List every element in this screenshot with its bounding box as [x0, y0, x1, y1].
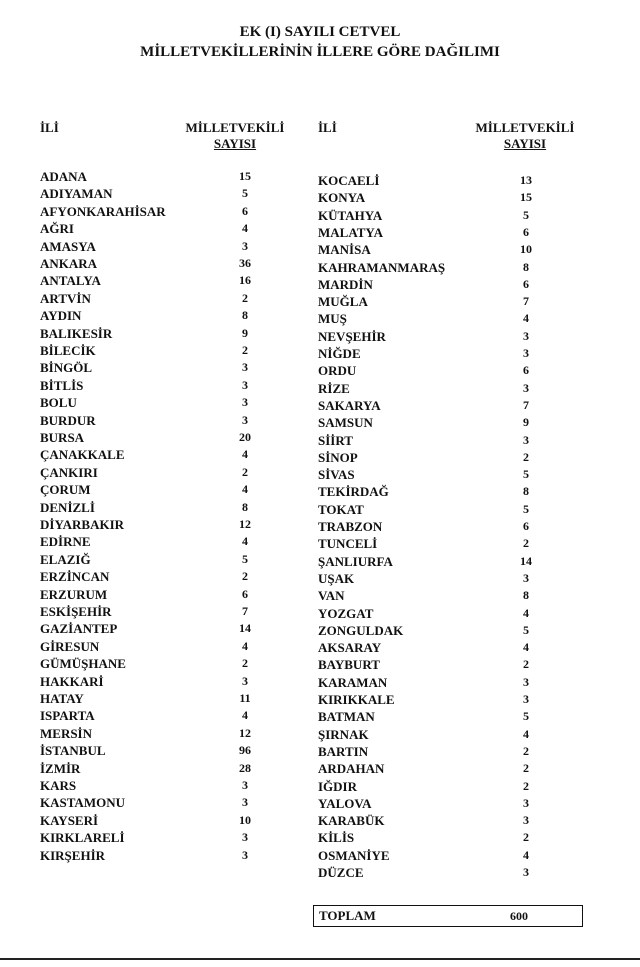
- province-name: AĞRI: [40, 221, 74, 237]
- deputy-count: 5: [523, 501, 529, 516]
- deputy-count: 8: [523, 259, 529, 274]
- province-name: DÜZCE: [318, 865, 364, 880]
- deputy-count: 3: [523, 328, 529, 343]
- province-name: KASTAMONU: [40, 795, 125, 811]
- deputy-count: 10: [520, 242, 532, 257]
- province-name: ORDU: [318, 363, 357, 379]
- province-name: SİNOP: [318, 449, 358, 465]
- deputy-count: 3: [242, 778, 248, 792]
- deputy-count: 13: [520, 173, 532, 187]
- deputy-count: 3: [523, 346, 529, 360]
- deputy-count: 3: [523, 795, 529, 810]
- table-row: [40, 203, 340, 220]
- table-row: [40, 412, 340, 429]
- deputy-count: 3: [242, 377, 248, 392]
- province-name: DİYARBAKIR: [40, 517, 125, 532]
- table-row: [40, 742, 340, 759]
- left-count-header-line1: MİLLETVEKİLİ: [185, 120, 285, 135]
- deputy-count: 2: [523, 449, 529, 464]
- table-row: [318, 656, 618, 673]
- province-name: ERZURUM: [40, 586, 108, 602]
- table-row: [318, 639, 618, 656]
- province-name: RİZE: [318, 380, 350, 396]
- province-name: KÜTAHYA: [318, 207, 383, 223]
- deputy-count: 14: [239, 621, 251, 636]
- right-count-header: [470, 120, 580, 152]
- table-row: [40, 620, 340, 637]
- deputy-count: 6: [523, 276, 529, 291]
- table-row: [40, 533, 340, 550]
- province-name: KAYSERİ: [40, 812, 99, 828]
- deputy-count: 4: [242, 482, 248, 497]
- table-row: [318, 241, 618, 258]
- province-name: DENİZLİ: [40, 499, 95, 515]
- province-name: KARABÜK: [318, 813, 385, 829]
- table-row: [40, 394, 340, 411]
- table-row: [318, 293, 618, 310]
- table-row: [40, 325, 340, 342]
- deputy-count: 7: [523, 294, 529, 309]
- deputy-count: 4: [523, 605, 529, 620]
- table-row: [40, 342, 340, 359]
- deputy-count: 3: [523, 692, 529, 706]
- deputy-count: 2: [523, 830, 529, 845]
- province-name: ARDAHAN: [318, 761, 385, 777]
- deputy-count: 7: [523, 397, 529, 412]
- left-count-header: [180, 120, 290, 152]
- province-name: TUNCELİ: [318, 536, 378, 552]
- province-name: KIRKLARELİ: [40, 830, 125, 846]
- table-row: [318, 432, 618, 449]
- table-row: [318, 172, 618, 189]
- province-name: BİNGÖL: [40, 360, 93, 376]
- table-row: [318, 397, 618, 414]
- deputy-count: 5: [523, 207, 529, 222]
- province-name: GÜMÜŞHANE: [40, 656, 126, 672]
- table-row: [40, 446, 340, 463]
- table-row: [40, 638, 340, 655]
- deputy-count: 3: [242, 830, 248, 845]
- province-name: BİLECİK: [40, 343, 96, 358]
- province-name: UŞAK: [318, 570, 355, 586]
- province-name: BARTIN: [318, 743, 369, 759]
- deputy-count: 4: [523, 847, 529, 862]
- table-row: [318, 708, 618, 725]
- deputy-count: 5: [523, 622, 529, 637]
- province-name: KONYA: [318, 190, 366, 206]
- right-count-header-line1: MİLLETVEKİLİ: [475, 120, 575, 135]
- document-subtitle: MİLLETVEKİLLERİNİN İLLERE GÖRE DAĞILIMI: [140, 44, 500, 60]
- table-row: [40, 255, 340, 272]
- deputy-count: 6: [242, 203, 248, 218]
- province-name: ERZİNCAN: [40, 569, 110, 585]
- province-name: BOLU: [40, 395, 77, 411]
- province-name: SAKARYA: [318, 397, 381, 413]
- province-name: GAZİANTEP: [40, 621, 118, 637]
- province-name: KARS: [40, 778, 77, 793]
- deputy-count: 2: [523, 778, 529, 793]
- deputy-count: 2: [242, 569, 248, 584]
- deputy-count: 3: [523, 380, 529, 395]
- table-row: [40, 586, 340, 603]
- deputy-count: 3: [523, 865, 529, 879]
- deputy-count: 2: [242, 343, 248, 357]
- table-row: [318, 276, 618, 293]
- table-row: [318, 259, 618, 276]
- deputy-count: 2: [242, 290, 248, 305]
- deputy-count: 28: [239, 760, 251, 775]
- deputy-count: 5: [523, 709, 529, 724]
- province-name: ÇANAKKALE: [40, 447, 125, 463]
- province-name: NEVŞEHİR: [318, 328, 386, 344]
- total-row: [313, 905, 583, 927]
- deputy-count: 12: [239, 725, 251, 740]
- table-row: [318, 483, 618, 500]
- deputy-count: 4: [523, 311, 529, 326]
- left-province-header: İLİ: [40, 120, 59, 135]
- deputy-count: 8: [242, 499, 248, 514]
- deputy-count: 16: [239, 273, 251, 288]
- province-name: HAKKARİ: [40, 673, 104, 689]
- table-row: [318, 570, 618, 587]
- province-name: MANİSA: [318, 242, 371, 258]
- province-name: ŞIRNAK: [318, 726, 369, 742]
- deputy-count: 14: [520, 553, 532, 568]
- table-row: [318, 501, 618, 518]
- province-name: ARTVİN: [40, 290, 91, 306]
- table-row: [40, 185, 340, 202]
- province-name: AKSARAY: [318, 640, 382, 656]
- province-name: ADANA: [40, 169, 87, 184]
- deputy-count: 2: [242, 656, 248, 671]
- province-name: ŞANLIURFA: [318, 553, 393, 569]
- province-name: AFYONKARAHİSAR: [40, 203, 166, 219]
- table-row: [40, 290, 340, 307]
- province-name: GİRESUN: [40, 638, 100, 654]
- table-row: [318, 622, 618, 639]
- right-province-header: İLİ: [318, 120, 337, 135]
- table-row: [318, 778, 618, 795]
- table-row: [40, 272, 340, 289]
- province-name: KIRIKKALE: [318, 692, 395, 707]
- table-row: [40, 794, 340, 811]
- deputy-count: 15: [520, 190, 532, 205]
- table-row: [318, 605, 618, 622]
- deputy-count: 6: [523, 224, 529, 239]
- total-label: TOPLAM: [319, 908, 376, 923]
- deputy-count: 11: [239, 691, 251, 705]
- right-count-header-line2: SAYISI: [503, 136, 547, 151]
- province-name: ADIYAMAN: [40, 186, 113, 202]
- province-name: MUĞLA: [318, 294, 368, 310]
- deputy-count: 2: [242, 464, 248, 479]
- table-row: [318, 743, 618, 760]
- province-name: İZMİR: [40, 760, 81, 776]
- province-name: ZONGULDAK: [318, 622, 404, 638]
- province-name: BURSA: [40, 430, 85, 445]
- deputy-count: 3: [242, 673, 248, 688]
- province-name: SAMSUN: [318, 415, 373, 431]
- table-row: [318, 345, 618, 362]
- document-title: EK (I) SAYILI CETVEL: [239, 24, 401, 40]
- deputy-count: 2: [523, 761, 529, 776]
- table-row: [318, 812, 618, 829]
- deputy-count: 3: [523, 813, 529, 828]
- deputy-count: 7: [242, 604, 248, 618]
- province-name: BALIKESİR: [40, 325, 113, 341]
- deputy-count: 3: [242, 847, 248, 862]
- province-name: BİTLİS: [40, 377, 84, 393]
- deputy-count: 3: [523, 432, 529, 447]
- table-row: [318, 535, 618, 552]
- bottom-rule: [0, 958, 640, 960]
- deputy-count: 5: [242, 186, 248, 201]
- table-row: [40, 464, 340, 481]
- deputy-count: 5: [242, 551, 248, 566]
- table-row: [40, 603, 340, 620]
- province-name: TOKAT: [318, 501, 364, 517]
- deputy-count: 3: [242, 395, 248, 410]
- province-name: BURDUR: [40, 412, 96, 428]
- total-value: 600: [510, 909, 528, 923]
- table-row: [40, 707, 340, 724]
- table-row: [318, 553, 618, 570]
- table-row: [318, 587, 618, 604]
- province-name: TRABZON: [318, 519, 383, 534]
- deputy-count: 3: [242, 412, 248, 427]
- province-name: ISPARTA: [40, 708, 95, 724]
- province-name: IĞDIR: [318, 778, 358, 794]
- table-row: [318, 362, 618, 379]
- province-name: OSMANİYE: [318, 847, 390, 863]
- table-row: [40, 238, 340, 255]
- deputy-count: 8: [242, 308, 248, 323]
- province-name: ANTALYA: [40, 273, 101, 289]
- table-row: [40, 829, 340, 846]
- deputy-count: 4: [242, 447, 248, 462]
- province-name: AMASYA: [40, 238, 96, 254]
- table-row: [40, 568, 340, 585]
- table-row: [40, 168, 340, 185]
- table-row: [318, 829, 618, 846]
- table-row: [40, 429, 340, 446]
- table-row: [40, 499, 340, 516]
- left-count-header-line2: SAYISI: [213, 136, 257, 151]
- table-row: [318, 449, 618, 466]
- deputy-count: 3: [523, 570, 529, 585]
- table-row: [318, 795, 618, 812]
- table-row: [40, 359, 340, 376]
- table-row: [318, 847, 618, 864]
- table-row: [40, 307, 340, 324]
- table-row: [40, 725, 340, 742]
- province-name: YOZGAT: [318, 605, 374, 621]
- province-name: KARAMAN: [318, 674, 388, 690]
- table-row: [40, 551, 340, 568]
- table-row: [318, 189, 618, 206]
- deputy-count: 2: [523, 657, 529, 672]
- deputy-count: 8: [523, 588, 529, 603]
- province-name: YALOVA: [318, 795, 372, 811]
- table-row: [318, 224, 618, 241]
- deputy-count: 20: [239, 430, 251, 444]
- province-name: ÇORUM: [40, 482, 91, 498]
- deputy-count: 8: [523, 484, 529, 499]
- deputy-count: 4: [242, 638, 248, 653]
- table-row: [40, 847, 340, 864]
- province-name: TEKİRDAĞ: [318, 484, 389, 500]
- deputy-count: 4: [242, 534, 248, 549]
- table-row: [40, 655, 340, 672]
- province-name: MARDİN: [318, 276, 373, 292]
- table-row: [318, 760, 618, 777]
- table-row: [318, 518, 618, 535]
- deputy-count: 6: [523, 519, 529, 533]
- table-row: [318, 674, 618, 691]
- table-row: [40, 690, 340, 707]
- table-row: [318, 691, 618, 708]
- province-name: MALATYA: [318, 224, 384, 240]
- province-name: SİİRT: [318, 432, 353, 448]
- deputy-count: 3: [242, 795, 248, 810]
- deputy-count: 6: [523, 363, 529, 378]
- province-name: HATAY: [40, 691, 84, 706]
- province-name: NİĞDE: [318, 346, 361, 361]
- deputy-count: 9: [242, 325, 248, 340]
- province-name: SİVAS: [318, 467, 355, 483]
- province-name: KOCAELİ: [318, 173, 380, 188]
- province-name: ELAZIĞ: [40, 551, 91, 567]
- table-row: [318, 328, 618, 345]
- deputy-count: 4: [242, 221, 248, 236]
- table-row: [318, 380, 618, 397]
- province-name: BATMAN: [318, 709, 375, 725]
- table-row: [318, 466, 618, 483]
- table-row: [40, 377, 340, 394]
- table-row: [40, 812, 340, 829]
- deputy-count: 6: [242, 586, 248, 601]
- province-name: ANKARA: [40, 256, 98, 271]
- deputy-count: 3: [242, 360, 248, 375]
- province-name: VAN: [318, 588, 345, 604]
- table-row: [40, 777, 340, 794]
- deputy-count: 36: [239, 256, 251, 270]
- province-name: MERSİN: [40, 725, 93, 741]
- province-name: KIRŞEHİR: [40, 847, 106, 863]
- table-row: [318, 726, 618, 743]
- deputy-count: 4: [523, 640, 529, 655]
- province-name: KAHRAMANMARAŞ: [318, 259, 446, 275]
- table-row: [318, 207, 618, 224]
- table-row: [318, 414, 618, 431]
- table-row: [40, 220, 340, 237]
- province-name: MUŞ: [318, 311, 347, 327]
- deputy-count: 5: [523, 467, 529, 482]
- province-name: ÇANKIRI: [40, 464, 98, 480]
- table-row: [40, 481, 340, 498]
- deputy-count: 12: [239, 517, 251, 531]
- table-row: [318, 864, 618, 881]
- province-name: KİLİS: [318, 830, 355, 846]
- province-name: AYDIN: [40, 308, 82, 324]
- province-name: İSTANBUL: [40, 743, 106, 759]
- deputy-count: 96: [239, 743, 251, 758]
- deputy-count: 9: [523, 415, 529, 430]
- deputy-count: 2: [523, 536, 529, 551]
- province-name: ESKİŞEHİR: [40, 604, 112, 619]
- table-row: [318, 310, 618, 327]
- province-name: EDİRNE: [40, 534, 91, 550]
- table-row: [40, 516, 340, 533]
- table-row: [40, 760, 340, 777]
- province-name: BAYBURT: [318, 657, 380, 673]
- deputy-count: 3: [523, 674, 529, 689]
- deputy-count: 10: [239, 812, 251, 827]
- deputy-count: 15: [239, 169, 251, 183]
- deputy-count: 4: [242, 708, 248, 723]
- table-row: [40, 673, 340, 690]
- deputy-count: 3: [242, 238, 248, 253]
- deputy-count: 2: [523, 743, 529, 758]
- deputy-count: 4: [523, 726, 529, 741]
